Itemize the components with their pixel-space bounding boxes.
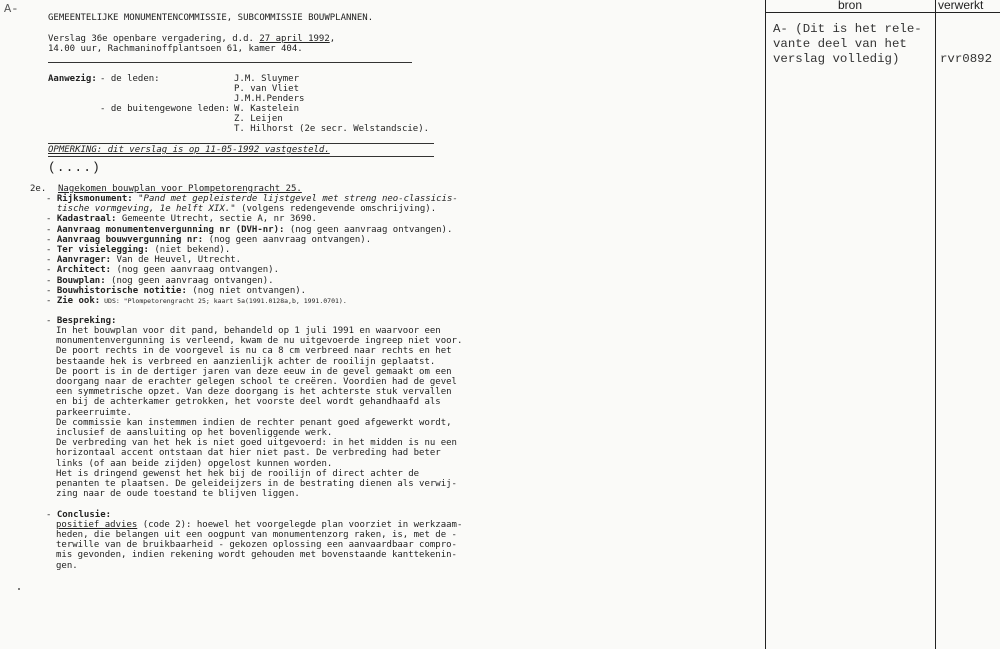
field-label: Bouwhistorische notitie: xyxy=(56,285,187,296)
bullet-dash: - xyxy=(46,234,57,245)
field-label: Kadastraal: xyxy=(56,214,117,225)
bullet-dash: - xyxy=(46,296,57,307)
item-field-row xyxy=(46,214,458,224)
bespreking-line: horizontaal accent ontstaan dat hier niet past. De verbreding had beter xyxy=(56,448,441,459)
bespreking-line: inclusief de aansluiting op het bovenliggende werk. xyxy=(56,428,333,439)
conclusie-first-line xyxy=(56,520,462,530)
bullet-dash: - xyxy=(46,194,57,204)
conclusie-text xyxy=(56,530,457,571)
field-label: Zie ook: xyxy=(56,296,101,307)
side-code: rvr0892 xyxy=(940,52,993,66)
bespreking-line: een symmetrische opzet. Van deze doorgang is het achterste stuk vervallen xyxy=(56,387,452,398)
bespreking-line: monumentenvergunning is verleend, kwam de nu uitgevoerde ingreep niet voor. xyxy=(56,336,463,347)
remark-note: OPMERKING: dit verslag is op 11-05-1992 vastgesteld. xyxy=(48,145,330,155)
bespreking-line: parkeerruimte. xyxy=(56,407,132,418)
extra-member-1: W. Kastelein xyxy=(234,104,300,114)
field-value: (nog niet ontvangen). xyxy=(186,285,307,296)
item-fields xyxy=(46,194,458,306)
extra-member-3: T. Hilhorst (2e secr. Welstandscie). xyxy=(234,124,430,134)
field-value: (nog geen aanvraag ontvangen). xyxy=(203,234,372,245)
field-label: Aanvraag bouwvergunning nr: xyxy=(56,234,204,245)
field-label: Ter visielegging: xyxy=(56,245,149,256)
item-field-row xyxy=(46,245,458,255)
field-label: Architect: xyxy=(56,265,112,276)
member-1: J.M. Sluymer xyxy=(234,74,300,84)
bullet-dash: - xyxy=(46,224,57,235)
bullet-dash: - xyxy=(46,255,57,266)
divider xyxy=(48,143,434,144)
page-marker: A- xyxy=(4,2,19,16)
field-value: UDS: "Plompetorengracht 25; kaart 5a(1991.0128a,b, 1991.0701). xyxy=(100,297,347,306)
panel-border-left xyxy=(765,0,766,649)
bespreking-line: penanten te plaatsen. De geleideijzers in de bestrating dienen als verwij- xyxy=(56,479,457,490)
bespreking-line: links (of aan beide zijden) opgelost kunnen worden. xyxy=(56,458,333,469)
bullet-dash: - xyxy=(46,214,57,225)
meeting-line-1 xyxy=(48,34,335,44)
side-note-line-2: vante deel van het xyxy=(773,37,907,51)
member-2: P. van Vliet xyxy=(234,84,300,94)
conclusie-line: mis gevonden, indien rekening wordt gehouden met bovenstaande kanttekenin- xyxy=(56,550,457,561)
extra-member-2: Z. Leijen xyxy=(234,114,283,124)
bullet-dash: - xyxy=(46,285,57,296)
item-field-row xyxy=(46,204,458,214)
column-header-bron: bron xyxy=(837,0,863,12)
panel-header-rule xyxy=(765,12,1000,13)
field-value-italic: tische vormgeving, 1e helft XIX." xyxy=(56,204,236,215)
item-title: Nagekomen bouwplan voor Plompetorengracht 25. xyxy=(58,184,302,194)
header-title: GEMEENTELIJKE MONUMENTENCOMMISSIE, SUBCOMMISSIE BOUWPLANNEN. xyxy=(48,13,374,23)
field-value: (niet bekend). xyxy=(148,245,231,256)
bespreking-text xyxy=(56,326,462,499)
meeting-date: 27 april 1992 xyxy=(259,34,330,44)
bullet-dash xyxy=(46,204,57,214)
field-label: Bouwplan: xyxy=(56,275,106,286)
bespreking-line: bestaande hek is verbreed en aanzienlijk achter de rooilijn geplaatst. xyxy=(56,356,436,367)
item-field-row xyxy=(46,194,458,204)
field-value: (nog geen aanvraag ontvangen). xyxy=(284,224,453,235)
side-note-line-3: verslag volledig) xyxy=(773,52,900,66)
item-field-row xyxy=(46,286,458,296)
divider xyxy=(48,156,434,157)
field-label: Aanvraag monumentenvergunning nr (DVH-nr): xyxy=(56,224,285,235)
divider xyxy=(48,62,412,63)
advice-code: positief advies xyxy=(56,520,138,530)
field-value: Van de Heuvel, Utrecht. xyxy=(111,255,242,266)
bespreking-line: De commissie kan instemmen indien de rechter penant goed afgewerkt wordt, xyxy=(56,417,452,428)
field-value: (nog geen aanvraag ontvangen). xyxy=(111,265,280,276)
attendance-label: Aanwezig: xyxy=(48,74,97,84)
conclusie-label: Conclusie: xyxy=(56,510,112,520)
member-3: J.M.H.Penders xyxy=(234,94,305,104)
field-label: Rijksmonument: xyxy=(56,194,133,204)
extra-members-label: - de buitengewone leden: xyxy=(100,104,231,114)
bullet-dash: - xyxy=(46,265,57,276)
conclusie-line: gen. xyxy=(56,560,78,571)
members-label: - de leden: xyxy=(100,74,160,84)
conclusie-first-rest: (code 2): hoewel het voorgelegde plan voorziet in werkzaam- xyxy=(137,520,463,530)
bespreking-line: zing naar de oude toestand te blijven liggen. xyxy=(56,489,300,500)
bespreking-line: Het is dringend gewenst het hek bij de rooilijn of direct achter de xyxy=(56,468,420,479)
meeting-suffix: , xyxy=(329,34,336,44)
panel-column-divider xyxy=(935,0,936,649)
item-field-row xyxy=(46,296,458,306)
bespreking-line: De poort rechts in de voorgevel is nu ca 8 cm verbreed naar rechts en het xyxy=(56,346,452,357)
column-header-verwerkt: verwerkt xyxy=(938,0,984,12)
bespreking-line: De verbreding van het hek is niet goed uitgevoerd: in het midden is nu een xyxy=(56,438,457,449)
field-value: Gemeente Utrecht, sectie A, nr 3690. xyxy=(116,214,317,225)
field-value: (nog geen aanvraag ontvangen). xyxy=(105,275,274,286)
bespreking-heading: - Bespreking: xyxy=(46,316,117,326)
item-number: 2e. xyxy=(30,184,47,194)
bespreking-line: In het bouwplan voor dit pand, behandeld op 1 juli 1991 en waarvoor een xyxy=(56,326,441,336)
bespreking-label: Bespreking: xyxy=(56,316,117,326)
bespreking-line: doorgang naar de erachter gelegen school te creëren. Voordien had de gevel xyxy=(56,377,457,388)
ellipsis: (....) xyxy=(48,160,101,175)
field-label: Aanvrager: xyxy=(56,255,112,266)
item-field-row xyxy=(46,265,458,275)
field-value: (volgens redengevende omschrijving). xyxy=(235,204,437,215)
bullet-dash: - xyxy=(46,245,57,256)
bespreking-line: en bij de achterkamer getrokken, het voorste deel wordt gehandhaafd als xyxy=(56,397,441,408)
side-note-line-1: A- (Dit is het rele- xyxy=(773,22,922,36)
item-field-row xyxy=(46,235,458,245)
conclusie-heading: - Conclusie: xyxy=(46,510,112,520)
item-field-row xyxy=(46,276,458,286)
item-field-row xyxy=(46,225,458,235)
meeting-line-2: 14.00 uur, Rachmaninoffplantsoen 61, kamer 404. xyxy=(48,44,303,54)
bullet-dash: - xyxy=(46,275,57,286)
conclusie-line: heden, die belangen uit een oogpunt van monumentenzorg raken, is, met de - xyxy=(56,530,457,540)
meeting-prefix: Verslag 36e openbare vergadering, d.d. xyxy=(48,34,260,44)
bespreking-line: De poort is in de dertiger jaren van deze eeuw in de gevel gemaakt om een xyxy=(56,366,452,377)
field-value-italic: "Pand met gepleisterde lijstgevel met streng neo-classicis- xyxy=(132,194,458,204)
speck xyxy=(18,588,20,590)
item-field-row xyxy=(46,255,458,265)
conclusie-line: terwille van de bruikbaarheid - gekozen oplossing een aanvaardbaar compro- xyxy=(56,540,457,551)
